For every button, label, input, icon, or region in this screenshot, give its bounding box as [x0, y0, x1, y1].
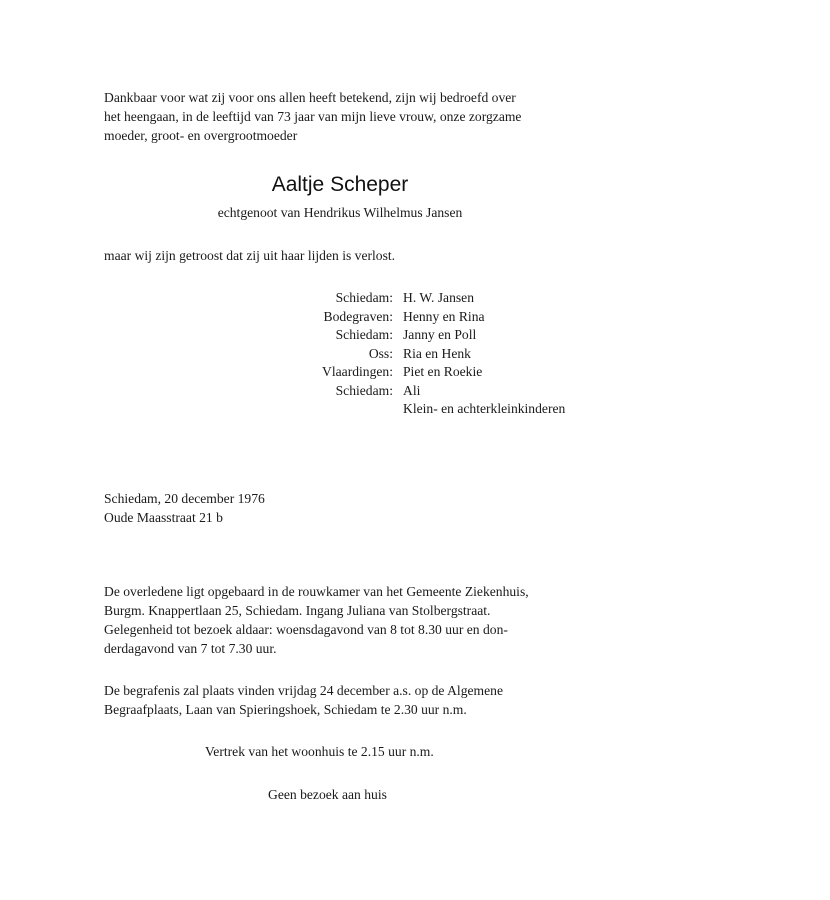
intro-line: het heengaan, in de leeftijd van 73 jaar van mijn lieve vrouw, onze zorgzame: [104, 109, 522, 124]
family-place: [250, 400, 393, 419]
intro-paragraph: [104, 88, 584, 145]
address-block: [104, 489, 584, 527]
family-row: [250, 289, 670, 308]
family-row: [250, 308, 670, 327]
intro-line: moeder, groot- en overgrootmoeder: [104, 128, 298, 143]
laying-out-line: De overledene ligt opgebaard in de rouwkamer van het Gemeente Ziekenhuis,: [104, 584, 529, 599]
family-row: [250, 400, 670, 419]
laying-out-line: Gelegenheid tot bezoek aldaar: woensdagavond van 8 tot 8.30 uur en don-: [104, 622, 508, 637]
family-place: Oss:: [368, 345, 393, 361]
departure-line: Vertrek van het woonhuis te 2.15 uur n.m.: [205, 744, 434, 759]
family-names: Ria en Henk: [403, 345, 471, 361]
family-place: Vlaardingen:: [322, 364, 393, 379]
relief-line: [104, 246, 584, 265]
family-row: [250, 326, 670, 345]
family-row: [250, 345, 670, 364]
family-place: Schiedam:: [335, 290, 393, 305]
address-line: Schiedam, 20 december 1976: [104, 491, 265, 506]
deceased-name: Aaltje Scheper: [271, 173, 409, 196]
funeral-line: De begrafenis zal plaats vinden vrijdag 24 december a.s. op de Algemene: [104, 683, 503, 698]
family-names: Janny en Poll: [403, 327, 477, 342]
family-row: [250, 382, 670, 401]
funeral-line: Begraafplaats, Laan van Spieringshoek, Schiedam te 2.30 uur n.m.: [104, 702, 467, 717]
address-line: Oude Maasstraat 21 b: [104, 510, 223, 525]
no-visit-line: Geen bezoek aan huis: [268, 787, 387, 802]
family-names: Ali: [403, 382, 421, 398]
family-place: Schiedam:: [335, 327, 393, 342]
family-names: Piet en Roekie: [403, 364, 483, 379]
spouse-line: echtgenoot van Hendrikus Wilhelmus Jansen: [217, 205, 463, 220]
family-list: [250, 289, 670, 419]
intro-line: Dankbaar voor wat zij voor ons allen heeft betekend, zijn wij bedroefd over: [104, 90, 516, 105]
relief-text: maar wij zijn getroost dat zij uit haar lijden is verlost.: [104, 248, 396, 263]
family-place: Bodegraven:: [323, 308, 393, 324]
family-names: Henny en Rina: [403, 308, 485, 324]
family-names: Klein- en achterkleinkinderen: [403, 401, 566, 416]
laying-out-paragraph: [104, 582, 584, 658]
laying-out-line: Burgm. Knappertlaan 25, Schiedam. Ingang Juliana van Stolbergstraat.: [104, 603, 491, 618]
laying-out-line: derdagavond van 7 tot 7.30 uur.: [104, 641, 277, 656]
funeral-paragraph: [104, 681, 584, 719]
family-place: Schiedam:: [335, 382, 393, 398]
family-row: [250, 363, 670, 382]
family-names: H. W. Jansen: [403, 290, 474, 305]
